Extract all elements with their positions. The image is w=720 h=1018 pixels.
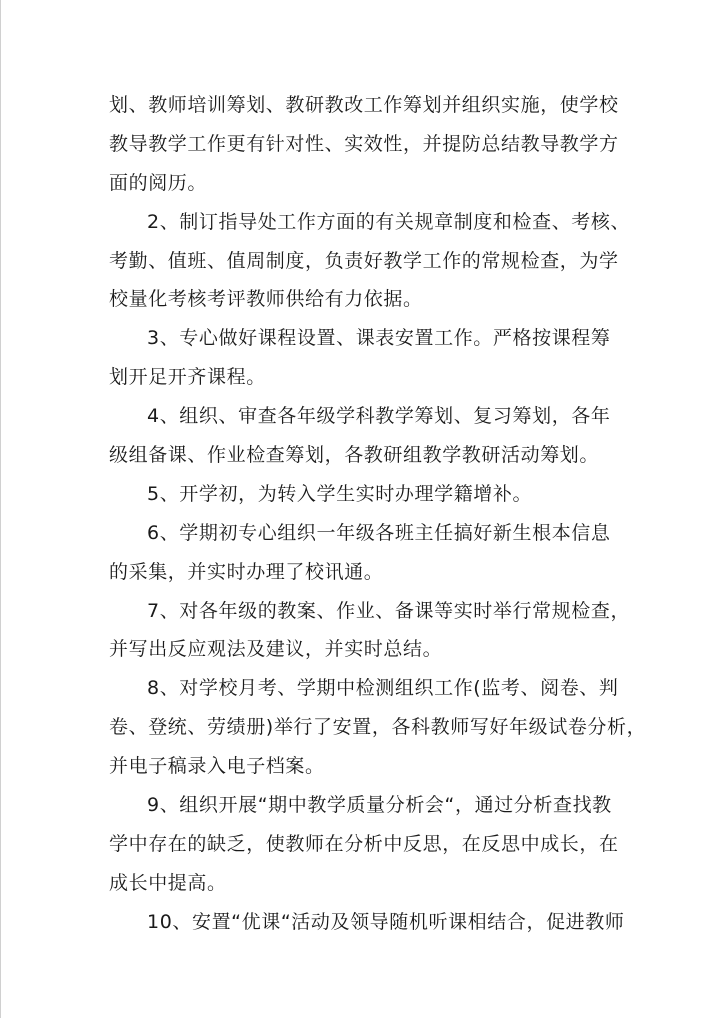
text-line: 的采集，并实时办理了校讯通。 <box>109 560 384 583</box>
text-line: 面的阅历。 <box>109 171 208 194</box>
text-line: 并写出反应观法及建议，并实时总结。 <box>109 638 443 661</box>
text-line: 划开足开齐课程。 <box>109 366 266 389</box>
text-line: 卷、登统、劳绩册)举行了安置，各科教师写好年级试卷分析， <box>109 716 647 739</box>
text-line: 教导教学工作更有针对性、实效性，并提防总结教导教学方 <box>109 132 619 155</box>
text-line: 并电子稿录入电子档案。 <box>109 755 325 778</box>
paragraph-8-line: 8、对学校月考、学期中检测组织工作(监考、阅卷、判 <box>147 677 619 700</box>
paragraph-2-line: 2、制订指导处工作方面的有关规章制度和检查、考核、 <box>147 210 631 233</box>
text-line: 成长中提高。 <box>109 871 227 894</box>
paragraph-6-line: 6、学期初专心组织一年级各班主任搞好新生根本信息 <box>147 521 611 544</box>
paragraph-10-line: 10、安置“优课“活动及领导随机听课相结合，促进教师 <box>147 910 625 933</box>
paragraph-5-line: 5、开学初，为转入学生实时办理学籍增补。 <box>147 482 533 505</box>
text-line: 级组备课、作业检查筹划，各教研组教学教研活动筹划。 <box>109 444 600 467</box>
text-line: 划、教师培训筹划、教研教改工作筹划并组织实施，使学校 <box>109 94 619 116</box>
paragraph-3-line: 3、专心做好课程设置、课表安置工作。严格按课程筹 <box>147 327 611 350</box>
text-line: 考勤、值班、值周制度，负责好教学工作的常规检查，为学 <box>109 249 619 272</box>
paragraph-4-line: 4、组织、审查各年级学科教学筹划、复习筹划，各年 <box>147 405 611 428</box>
text-line: 校量化考核考评教师供给有力依据。 <box>109 288 423 311</box>
paragraph-7-line: 7、对各年级的教案、作业、备课等实时举行常规检查， <box>147 599 631 622</box>
paragraph-9-line: 9、组织开展“期中教学质量分析会“，通过分析查找教 <box>147 794 612 817</box>
text-line: 学中存在的缺乏，使教师在分析中反思，在反思中成长，在 <box>109 832 619 855</box>
document-body <box>109 86 647 942</box>
